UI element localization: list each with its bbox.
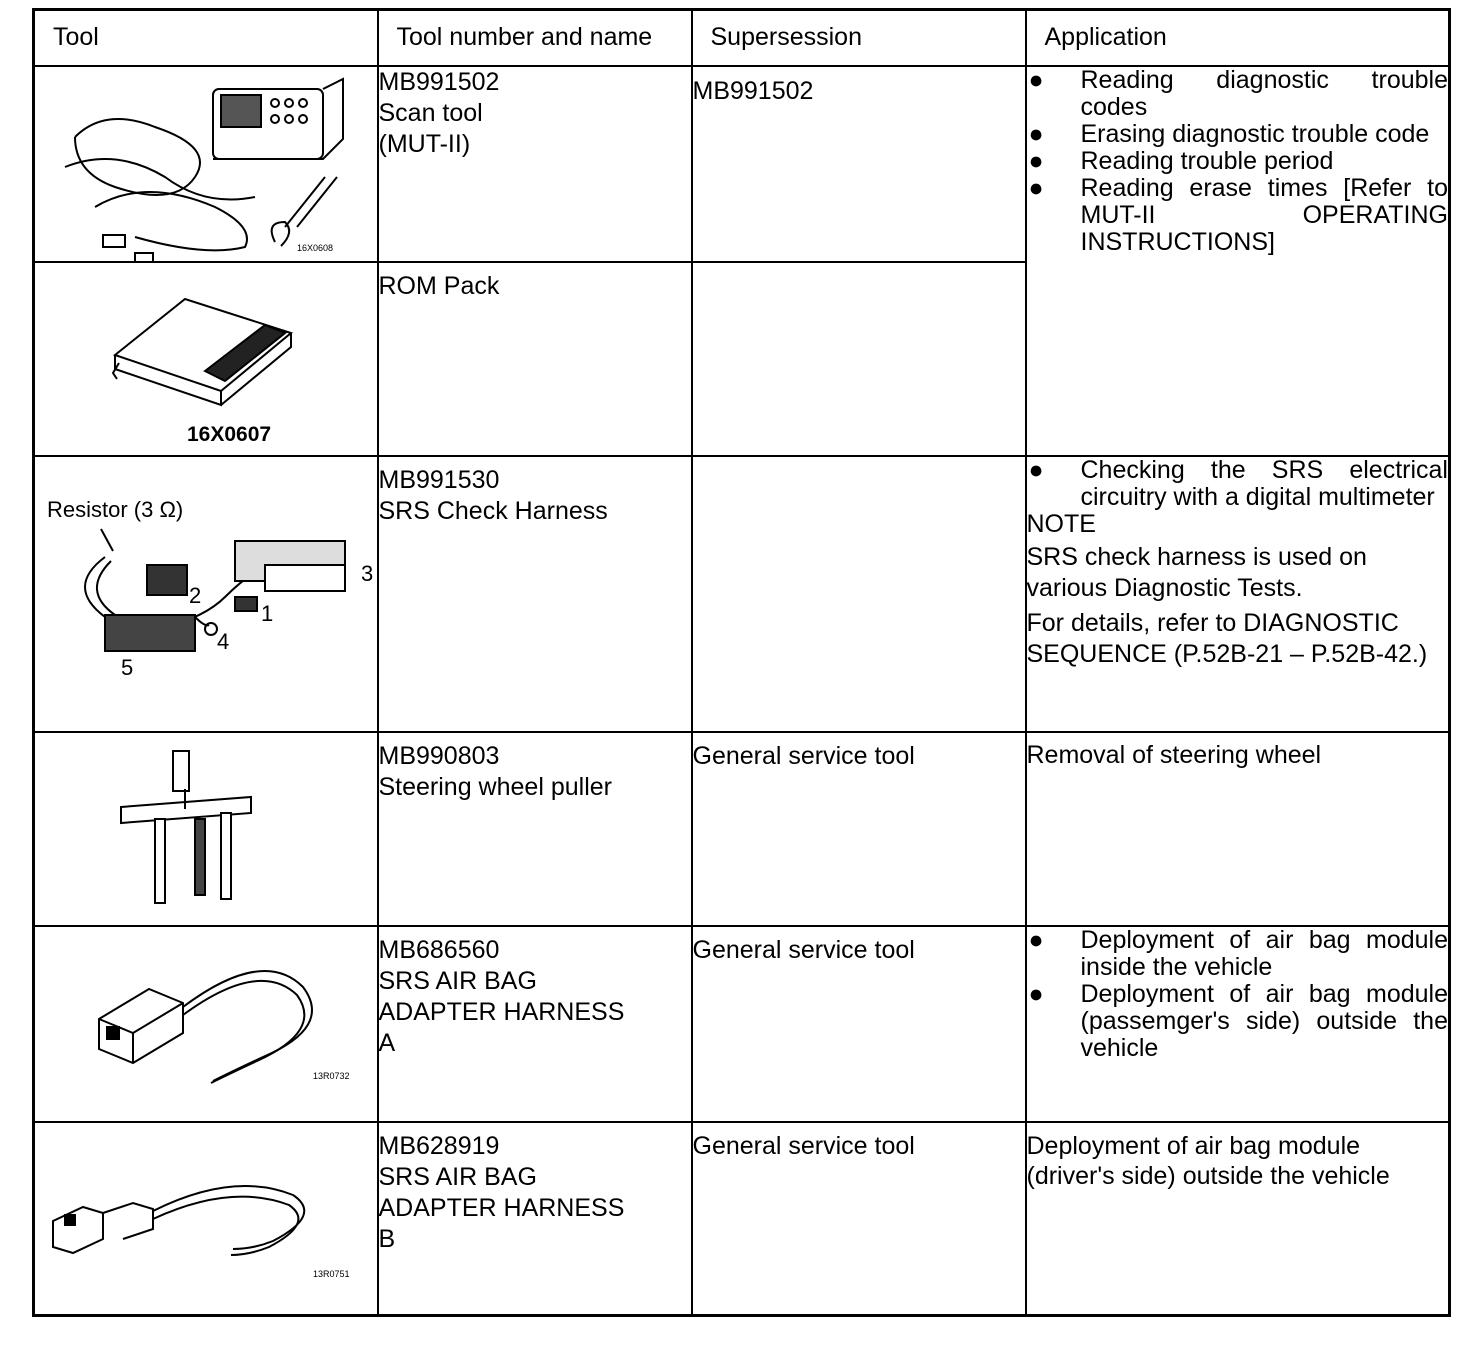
bullet-icon: ● [1028, 173, 1044, 202]
tool-number: MB990803 [378, 741, 500, 770]
adapter-harness-b-application: Deployment of air bag module (driver's side) outside the vehicle [1026, 1122, 1450, 1316]
callout-4: 4 [217, 628, 230, 654]
steering-wheel-puller-number-name [378, 732, 692, 926]
callout-5: 5 [121, 654, 134, 680]
srs-check-harness-number-name [378, 456, 692, 732]
list-item: ● Checking the SRS electrical circuitry with a digital multimeter [1028, 455, 1448, 511]
adapter-harness-a-number-name [378, 926, 692, 1122]
callout-3: 3 [361, 560, 374, 586]
steering-wheel-puller-application: Removal of steering wheel [1026, 732, 1450, 926]
adapter-harness-a-application [1026, 926, 1450, 1122]
callout-2: 2 [189, 582, 202, 608]
bullet-icon: ● [1028, 925, 1044, 954]
srs-check-harness-supersession [692, 456, 1026, 732]
bullet-icon: ● [1028, 146, 1044, 175]
adapter-harness-a-image-cell [34, 926, 378, 1122]
special-tools-table [32, 8, 1451, 1317]
tool-name: SRS Check Harness [378, 496, 608, 525]
callout-1: 1 [261, 600, 274, 626]
resistor-label: Resistor (3 Ω) [47, 496, 184, 522]
scan-tool-image-code: 16X0608 [297, 242, 334, 253]
rom-pack-image-cell [34, 262, 378, 456]
adapter-harness-b-image-cell [34, 1122, 378, 1316]
header-row [34, 10, 1450, 66]
adapter-harness-b-illustration [35, 1123, 375, 1315]
scan-tool-image-cell [34, 66, 378, 262]
srs-check-harness-application [1026, 456, 1450, 732]
tool-name-line: Scan tool [378, 98, 483, 127]
note-text: SRS check harness is used on various Diagnostic Tests. [1026, 542, 1367, 602]
tool-name-line: ADAPTER HARNESS [378, 997, 625, 1026]
note-title: NOTE [1026, 509, 1096, 538]
list-item: ● Deployment of air bag module (passemger's side) outside the vehicle [1028, 979, 1448, 1062]
tool-number: MB686560 [378, 935, 500, 964]
list-item: ● Reading diagnostic trouble codes [1028, 65, 1448, 121]
list-item: ● Reading erase times [Refer to MUT-II OPERATING INSTRUCTIONS] [1028, 173, 1448, 256]
table-row [34, 456, 1450, 732]
steering-wheel-puller-illustration [35, 733, 375, 925]
scan-tool-number-name [378, 66, 692, 262]
bullet-icon: ● [1028, 119, 1044, 148]
table-row [34, 732, 1450, 926]
scan-tool-supersession: MB991502 [692, 66, 1026, 262]
tool-name-line: A [378, 1028, 396, 1057]
rom-pack-image-code: 16X0607 [187, 422, 272, 446]
bullet-icon: ● [1028, 65, 1044, 94]
tool-number: MB991502 [378, 67, 500, 96]
scan-tool-application [1026, 66, 1450, 456]
tool-name: Steering wheel puller [378, 772, 612, 801]
table-row [34, 66, 1450, 262]
bullet-icon: ● [1028, 455, 1044, 484]
tool-name-line: (MUT-II) [378, 129, 471, 158]
steering-wheel-puller-image-cell [34, 732, 378, 926]
adapter-harness-b-supersession: General service tool [692, 1122, 1026, 1316]
rom-pack-illustration [35, 263, 375, 455]
rom-pack-supersession [692, 262, 1026, 456]
header-supersession: Supersession [692, 10, 1026, 66]
adapter-harness-b-number-name [378, 1122, 692, 1316]
header-tool: Tool [34, 10, 378, 66]
adapter-harness-a-supersession: General service tool [692, 926, 1026, 1122]
table-row [34, 926, 1450, 1122]
tool-name-line: B [378, 1224, 396, 1253]
tool-name-line: ADAPTER HARNESS [378, 1193, 625, 1222]
note-text: For details, refer to DIAGNOSTIC SEQUENCE (P.52B-21 – P.52B-42.) [1026, 608, 1428, 668]
tool-number: MB991530 [378, 465, 500, 494]
srs-check-harness-illustration [35, 457, 375, 731]
adapter-harness-a-image-code: 13R0732 [313, 1070, 350, 1081]
header-tool-number-name: Tool number and name [378, 10, 692, 66]
adapter-harness-b-image-code: 13R0751 [313, 1268, 350, 1279]
tool-number: MB628919 [378, 1131, 500, 1160]
rom-pack-name: ROM Pack [378, 262, 692, 456]
tool-name-line: SRS AIR BAG [378, 1162, 537, 1191]
bullet-icon: ● [1028, 979, 1044, 1008]
table-row [34, 1122, 1450, 1316]
steering-wheel-puller-supersession: General service tool [692, 732, 1026, 926]
scan-tool-illustration [35, 67, 375, 261]
srs-check-harness-image-cell [34, 456, 378, 732]
header-application: Application [1026, 10, 1450, 66]
tool-name-line: SRS AIR BAG [378, 966, 537, 995]
list-item: ● Reading trouble period [1028, 146, 1334, 175]
list-item: ● Deployment of air bag module inside the vehicle [1028, 925, 1448, 981]
adapter-harness-a-illustration [35, 927, 375, 1121]
list-item: ● Erasing diagnostic trouble code [1028, 119, 1430, 148]
